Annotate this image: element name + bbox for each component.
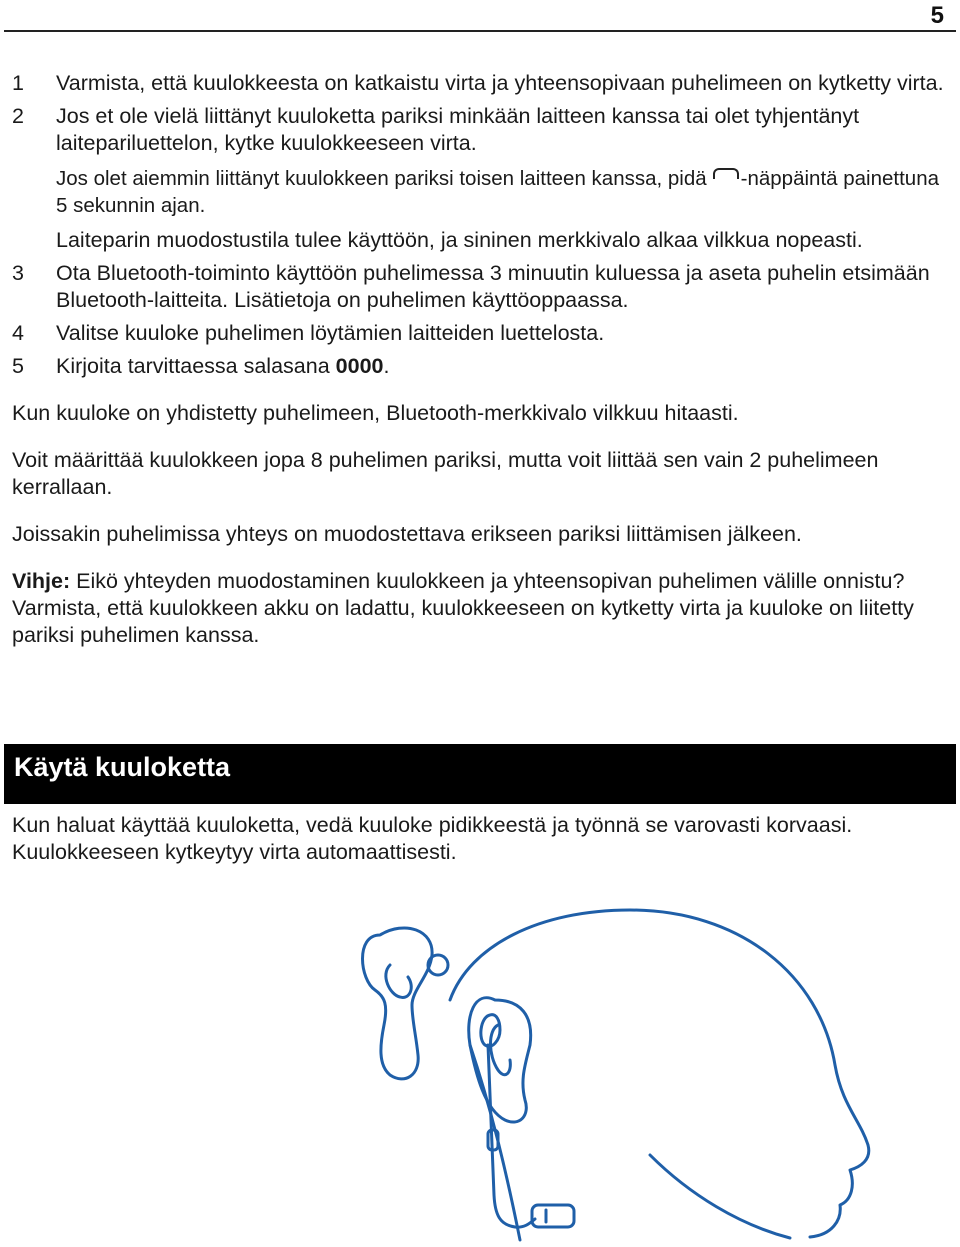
header-rule [4, 30, 956, 32]
reset-instruction-start: Jos olet aiemmin liittänyt kuulokkeen pariksi toisen laitteen kanssa, pidä [56, 167, 707, 190]
pairing-limit-note: Voit määrittää kuulokkeen jopa 8 puhelimen pariksi, mutta voit liittää sen vain 2 puhelimeen kerrallaan. [12, 448, 879, 499]
step-text: Ota Bluetooth-toiminto käyttöön puhelimessa 3 minuutin kuluessa ja aseta puhelin etsimään Bluetooth-laitteita. Lisätietoja on puhelimen käyttöoppaassa. [56, 261, 930, 312]
step-number: 4 [12, 321, 24, 345]
step-text: Varmista, että kuulokkeesta on katkaistu virta ja yhteensopivaan puhelimeen on kytketty virta. [56, 71, 944, 95]
step-text [56, 353, 946, 380]
passcode: 0000 [335, 354, 384, 378]
step-2 [12, 103, 946, 254]
pairing-steps [12, 70, 946, 380]
connected-note: Kun kuuloke on yhdistetty puhelimeen, Bluetooth-merkkivalo vilkkuu hitaasti. [12, 401, 739, 425]
headset-body-unit [532, 1205, 574, 1227]
step-1 [12, 70, 946, 97]
step-subtext-pairing: Laiteparin muodostustila tulee käyttöön, ja sininen merkkivalo alkaa vilkkua nopeasti. [56, 228, 863, 252]
section-heading-banner [4, 744, 956, 804]
step-number: 2 [12, 104, 24, 128]
step-number: 1 [12, 71, 24, 95]
step-number: 5 [12, 354, 24, 378]
main-content [12, 70, 946, 669]
reset-instruction-end: -näppäintä painettuna 5 sekunnin ajan. [56, 167, 939, 217]
step-4 [12, 320, 946, 347]
passcode-end: . [383, 354, 390, 378]
passcode-instruction: Kirjoita tarvittaessa salasana [56, 354, 330, 378]
separate-connection-note: Joissakin puhelimissa yhteys on muodostettava erikseen pariksi liittämisen jälkeen. [12, 522, 802, 546]
page-number: 5 [930, 2, 944, 29]
step-subtext-reset [56, 165, 946, 219]
hint-text: Eikö yhteyden muodostaminen kuulokkeen ja yhteensopivan puhelimen välille onnistu? Varmista, että kuulokkeen akku on ladattu, kuulokkeeseen on kytketty virta ja kuuloke on liitetty pariksi puhelimen kanssa. [12, 569, 914, 647]
headset-in-ear-illustration [320, 905, 880, 1245]
ear-outline [469, 998, 531, 1122]
step-text: Jos et ole vielä liittänyt kuuloketta pariksi minkään laitteen kanssa tai olet tyhjentänyt laitepariluettelon, kytke kuulokkeeseen virta. [56, 104, 860, 155]
step-text: Valitse kuuloke puhelimen löytämien laitteiden luettelosta. [56, 321, 605, 345]
detached-earbud [363, 928, 433, 1079]
step-3 [12, 260, 946, 314]
hint-label: Vihje: [12, 569, 71, 593]
step-number: 3 [12, 261, 24, 285]
head-outline [450, 910, 869, 1237]
step-5 [12, 353, 946, 380]
jaw-line [650, 1155, 790, 1238]
hint-paragraph [12, 568, 946, 649]
call-key-icon [713, 168, 739, 179]
section-title: Käytä kuuloketta [14, 752, 231, 782]
section-body: Kun haluat käyttää kuuloketta, vedä kuuloke pidikkeestä ja työnnä se varovasti korvaasi. Kuulokkeeseen kytkeytyy virta automaattisesti. [12, 813, 853, 864]
